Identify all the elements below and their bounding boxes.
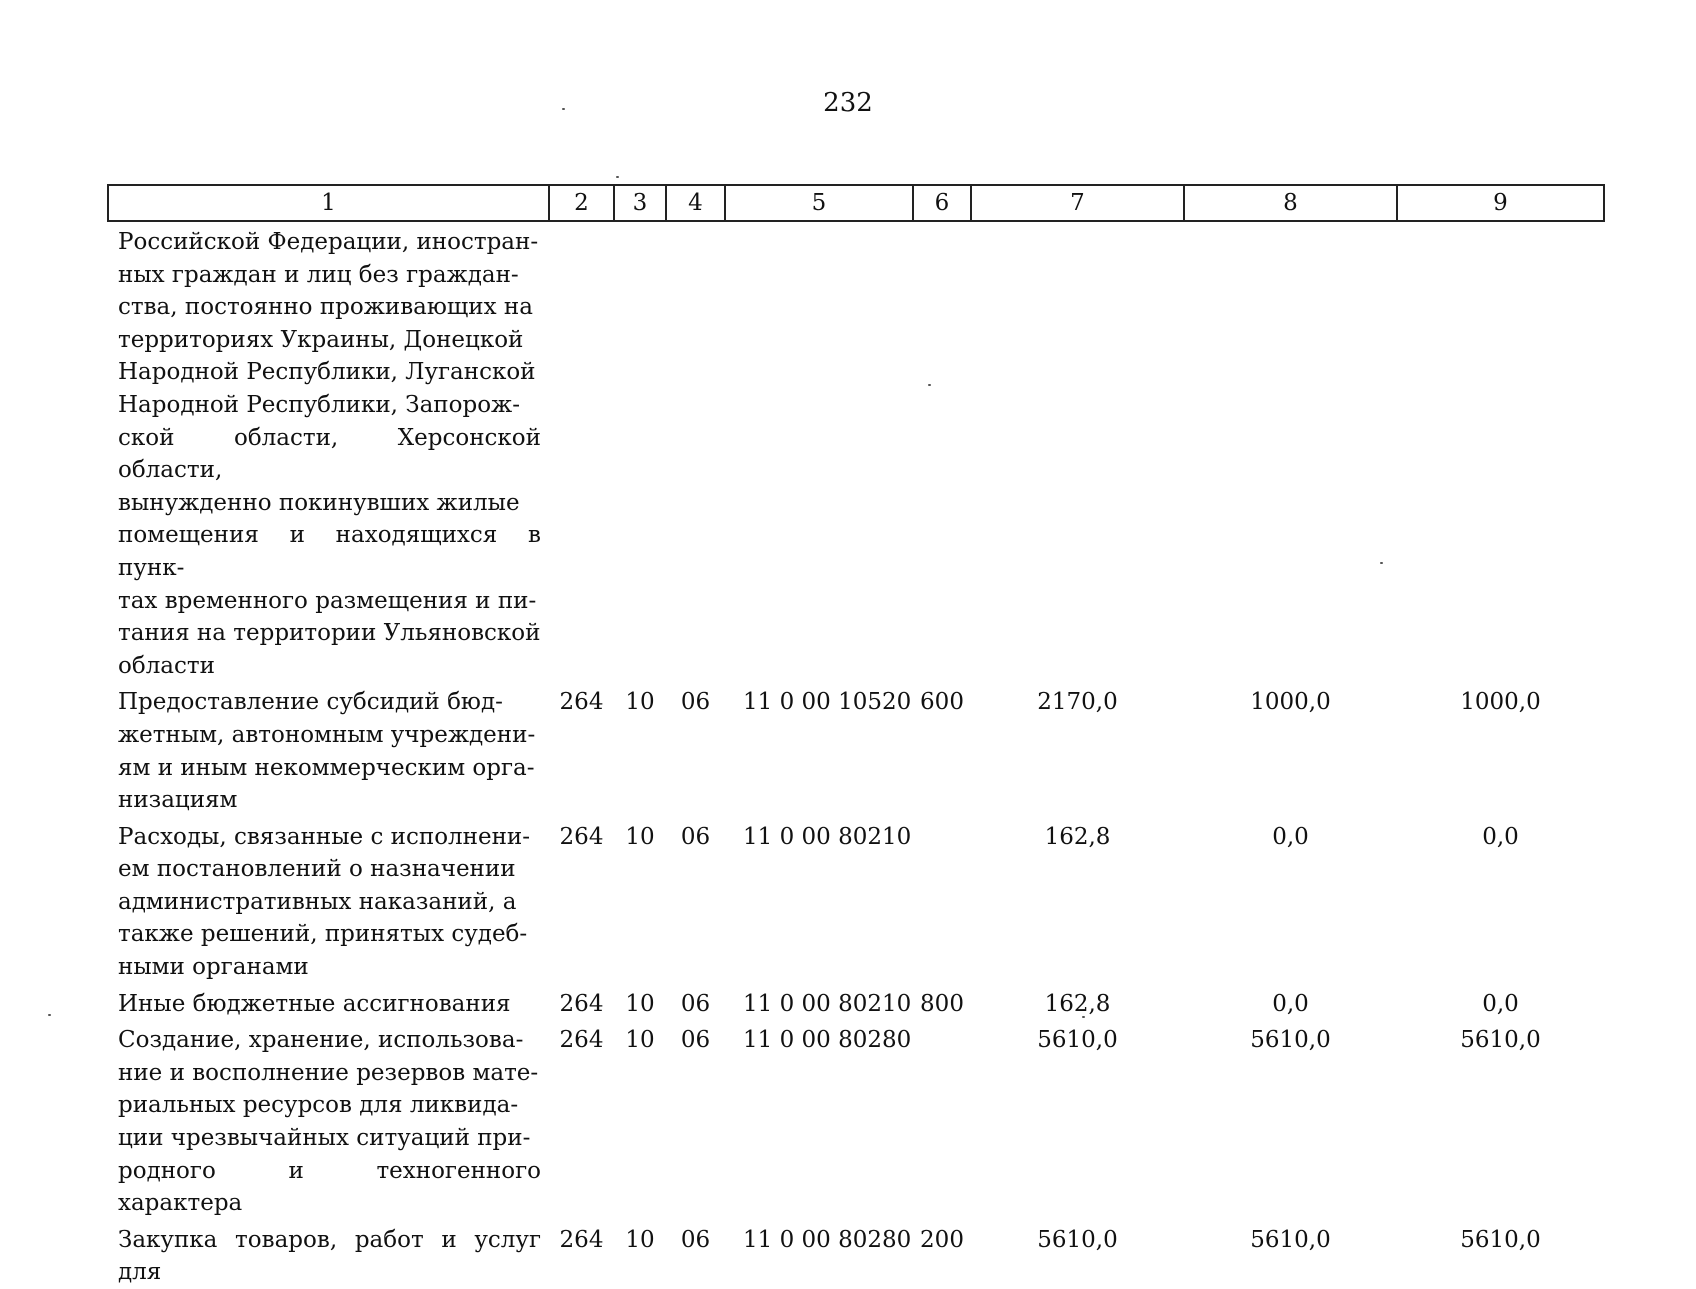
amount-year2-cell: 5610,0 [1250, 1027, 1331, 1054]
row-description [108, 1220, 549, 1289]
row-description [108, 1020, 549, 1220]
target-article-cell: 11 0 00 80280 [743, 1027, 912, 1054]
admin-code-cell: 264 [559, 823, 604, 850]
expense-type-cell: 200 [920, 1226, 964, 1253]
amount-year3-cell [1397, 221, 1604, 682]
description-line: также решений, принятых судеб- [118, 921, 528, 948]
admin-code-cell: 264 [559, 1226, 604, 1253]
row-description [108, 817, 549, 984]
admin-code-cell [549, 221, 614, 682]
expense-type-cell: 800 [920, 990, 964, 1017]
column-number: 3 [614, 185, 666, 221]
column-number: 7 [971, 185, 1184, 221]
amount-year3-cell: 5610,0 [1460, 1226, 1541, 1253]
description-line: Создание, хранение, использова- [118, 1027, 524, 1054]
amount-year1-cell [971, 221, 1184, 682]
description-line: низациям [118, 787, 238, 814]
description-line: Иные бюджетные ассигнования [118, 990, 511, 1017]
description-line: риальных ресурсов для ликвида- [118, 1092, 519, 1119]
subsection-code-cell [666, 221, 725, 682]
admin-code-cell: 264 [559, 689, 604, 716]
column-number: 6 [913, 185, 971, 221]
description-line: Народной Республики, Луганской [118, 359, 536, 386]
description-line: ние и восполнение резервов мате- [118, 1059, 539, 1086]
amount-year1-cell: 2170,0 [1037, 689, 1118, 716]
amount-year2-cell: 1000,0 [1250, 689, 1331, 716]
page-number: 232 [823, 88, 873, 118]
amount-year3-cell: 5610,0 [1460, 1027, 1541, 1054]
expense-type-cell [913, 221, 971, 682]
description-line: тания на территории Ульяновской [118, 620, 541, 647]
subsection-code-cell: 06 [680, 1027, 711, 1054]
description-line: ными органами [118, 954, 309, 981]
amount-year3-cell: 1000,0 [1460, 689, 1541, 716]
column-number: 5 [725, 185, 913, 221]
amount-year2-cell: 5610,0 [1250, 1226, 1331, 1253]
column-number: 9 [1397, 185, 1604, 221]
table-row [108, 221, 1604, 682]
amount-year3-cell: 0,0 [1482, 823, 1519, 850]
subsection-code-cell: 06 [680, 1226, 711, 1253]
column-number: 8 [1184, 185, 1397, 221]
description-line: ции чрезвычайных ситуаций при- [118, 1125, 531, 1152]
column-number: 1 [108, 185, 549, 221]
table-row [108, 1220, 1604, 1289]
description-line: ской области, Херсонской области, [118, 424, 541, 484]
expense-type-cell: 600 [920, 689, 964, 716]
description-line: ства, постоянно проживающих на [118, 294, 533, 321]
column-number: 2 [549, 185, 614, 221]
table-row [108, 817, 1604, 984]
scan-speck [616, 176, 619, 178]
target-article-cell: 11 0 00 80210 [743, 990, 912, 1017]
description-line: родного и техногенного характера [118, 1157, 541, 1217]
table-row [108, 1020, 1604, 1220]
amount-year1-cell: 5610,0 [1037, 1027, 1118, 1054]
row-description [108, 984, 549, 1021]
description-line: жетным, автономным учреждени- [118, 721, 536, 748]
target-article-cell: 11 0 00 80280 [743, 1226, 912, 1253]
admin-code-cell: 264 [559, 990, 604, 1017]
target-article-cell: 11 0 00 80210 [743, 823, 912, 850]
amount-year1-cell: 162,8 [1044, 823, 1111, 850]
target-article-cell [725, 221, 913, 682]
description-line: территориях Украины, Донецкой [118, 326, 524, 353]
table-row [108, 682, 1604, 816]
description-line: Закупка товаров, работ и услуг для [118, 1226, 541, 1286]
amount-year1-cell: 5610,0 [1037, 1226, 1118, 1253]
amount-year1-cell: 162,8 [1044, 990, 1111, 1017]
column-number: 4 [666, 185, 725, 221]
scan-speck [562, 108, 565, 110]
description-line: ем постановлений о назначении [118, 856, 516, 883]
subsection-code-cell: 06 [680, 990, 711, 1017]
section-code-cell [614, 221, 666, 682]
amount-year2-cell: 0,0 [1272, 823, 1309, 850]
description-line: Расходы, связанные с исполнени- [118, 823, 531, 850]
expense-type-cell [913, 1020, 971, 1220]
subsection-code-cell: 06 [680, 823, 711, 850]
section-code-cell: 10 [625, 1027, 655, 1054]
description-line: Предоставление субсидий бюд- [118, 689, 503, 716]
description-line: помещения и находящихся в пунк- [118, 522, 541, 581]
description-line: ных граждан и лиц без граждан- [118, 261, 519, 288]
description-line: вынужденно покинувших жилые [118, 489, 520, 516]
amount-year2-cell: 0,0 [1272, 990, 1309, 1017]
subsection-code-cell: 06 [680, 689, 711, 716]
description-line: тах временного размещения и пи- [118, 587, 537, 614]
description-line: Российской Федерации, иностран- [118, 229, 539, 255]
admin-code-cell: 264 [559, 1027, 604, 1054]
column-number-row [108, 185, 1604, 221]
description-line: административных наказаний, а [118, 888, 517, 915]
expense-type-cell [913, 817, 971, 984]
amount-year3-cell: 0,0 [1482, 990, 1519, 1017]
description-line: Народной Республики, Запорож- [118, 391, 520, 418]
section-code-cell: 10 [625, 823, 655, 850]
description-line: области [118, 652, 215, 679]
budget-table [107, 184, 1605, 1289]
description-line: ям и иным некоммерческим орга- [118, 754, 535, 781]
table-row [108, 984, 1604, 1021]
section-code-cell: 10 [625, 990, 655, 1017]
amount-year2-cell [1184, 221, 1397, 682]
target-article-cell: 11 0 00 10520 [743, 689, 912, 716]
scan-speck [48, 1014, 51, 1016]
row-description [108, 682, 549, 816]
row-description [108, 221, 549, 682]
section-code-cell: 10 [625, 689, 655, 716]
section-code-cell: 10 [625, 1226, 655, 1253]
